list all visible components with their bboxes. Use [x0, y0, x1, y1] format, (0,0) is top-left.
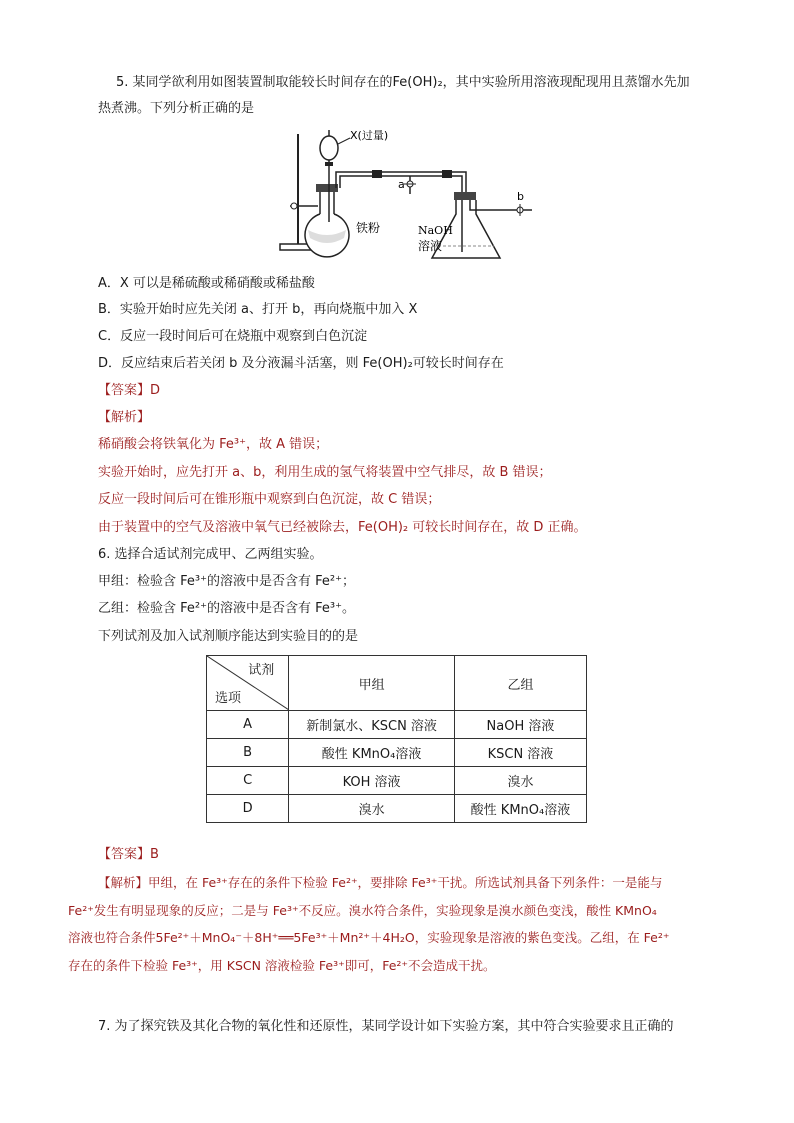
q6-analysis-line: 溶液也符合条件5Fe²⁺＋MnO₄⁻＋8H⁺══5Fe³⁺＋Mn²⁺＋4H₂O，实验现象是溶液的紫色变浅。乙组，在 Fe²⁺: [68, 930, 670, 945]
valve-b: [517, 204, 523, 216]
table-cell: 溴水: [289, 795, 455, 823]
table-cell-option: A: [207, 711, 289, 739]
q6-stem: 6. 选择合适试剂完成甲、乙两组实验。: [98, 547, 323, 562]
valve-a: [404, 176, 416, 194]
label-iron: 铁粉: [356, 221, 381, 235]
table-cell: NaOH 溶液: [454, 711, 586, 739]
q6-analysis-line: Fe²⁺发生有明显现象的反应；二是与 Fe³⁺不反应。溴水符合条件，实验现象是溴水颜色变浅，酸性 KMnO₄: [68, 903, 657, 918]
corner-top-label: 试剂: [248, 663, 275, 678]
q6-analysis-line: 【解析】甲组，在 Fe³⁺存在的条件下检验 Fe²⁺，要排除 Fe³⁺干扰。所选试剂具备下列条件：一是能与: [98, 875, 663, 890]
q6-analysis-line: 存在的条件下检验 Fe³⁺，用 KSCN 溶液检验 Fe³⁺即可，Fe²⁺不会造成干扰。: [68, 958, 496, 973]
q5-stem-line2: 热煮沸。下列分析正确的是: [98, 101, 255, 116]
label-x: X(过量): [350, 129, 389, 142]
q5-analysis-line: 由于装置中的空气及溶液中氧气已经被除去，Fe(OH)₂ 可较长时间存在，故 D 正确。: [98, 520, 587, 535]
label-b: b: [517, 190, 524, 203]
label-naoh: NaOH: [418, 224, 453, 237]
q5-answer: 【答案】D: [98, 383, 161, 398]
column-header-b: 乙组: [454, 656, 586, 711]
q5-option-a: A．X 可以是稀硫酸或稀硝酸或稀盐酸: [98, 276, 315, 291]
table-cell: 溴水: [454, 767, 586, 795]
q6-question: 下列试剂及加入试剂顺序能达到实验目的的是: [98, 629, 359, 644]
table-row: [207, 795, 587, 823]
table-row: [207, 739, 587, 767]
q5-analysis-line: 反应一段时间后可在锥形瓶中观察到白色沉淀，故 C 错误；: [98, 492, 441, 507]
table-cell: KOH 溶液: [289, 767, 455, 795]
q5-stem-line1: 5. 某同学欲利用如图装置制取能较长时间存在的Fe(OH)₂，其中实验所用溶液现配现用且蒸馏水先加: [116, 75, 690, 90]
table-cell: 酸性 KMnO₄溶液: [289, 739, 455, 767]
q7-stem: 7. 为了探究铁及其化合物的氧化性和还原性，某同学设计如下实验方案，其中符合实验要求且正确的: [98, 1019, 674, 1034]
label-a: a: [398, 178, 405, 191]
q6-answer: 【答案】B: [98, 847, 159, 862]
reagent-table: [206, 655, 587, 823]
q5-analysis-title: 【解析】: [98, 410, 151, 425]
flask-stopper: [316, 184, 338, 192]
table-cell-option: C: [207, 767, 289, 795]
q6-group-b: 乙组：检验含 Fe²⁺的溶液中是否含有 Fe³⁺。: [98, 601, 355, 616]
table-corner-cell: [207, 656, 289, 711]
table-header-row: [207, 656, 587, 711]
column-header-a: 甲组: [289, 656, 455, 711]
q5-option-b: B．实验开始时应先关闭 a、打开 b，再向烧瓶中加入 X: [98, 302, 418, 317]
table-row: [207, 711, 587, 739]
table-cell-option: B: [207, 739, 289, 767]
table-cell: 新制氯水、KSCN 溶液: [289, 711, 455, 739]
table-cell: 酸性 KMnO₄溶液: [454, 795, 586, 823]
label-solution: 溶液: [418, 239, 443, 253]
table-row: [207, 767, 587, 795]
corner-bottom-label: 选项: [215, 691, 242, 706]
q5-option-d: D．反应结束后若关闭 b 及分液漏斗活塞，则 Fe(OH)₂可较长时间存在: [98, 356, 504, 371]
q6-group-a: 甲组：检验含 Fe³⁺的溶液中是否含有 Fe²⁺；: [98, 574, 355, 589]
table-cell: KSCN 溶液: [454, 739, 586, 767]
apparatus-figure: [272, 126, 532, 266]
q5-option-c: C．反应一段时间后可在烧瓶中观察到白色沉淀: [98, 329, 368, 344]
q5-analysis-line: 实验开始时，应先打开 a、b，利用生成的氢气将装置中空气排尽，故 B 错误；: [98, 465, 552, 480]
q5-analysis-line: 稀硝酸会将铁氧化为 Fe³⁺，故 A 错误；: [98, 437, 329, 452]
round-flask: [305, 190, 349, 257]
clamp-screw: [291, 203, 297, 209]
table-cell-option: D: [207, 795, 289, 823]
